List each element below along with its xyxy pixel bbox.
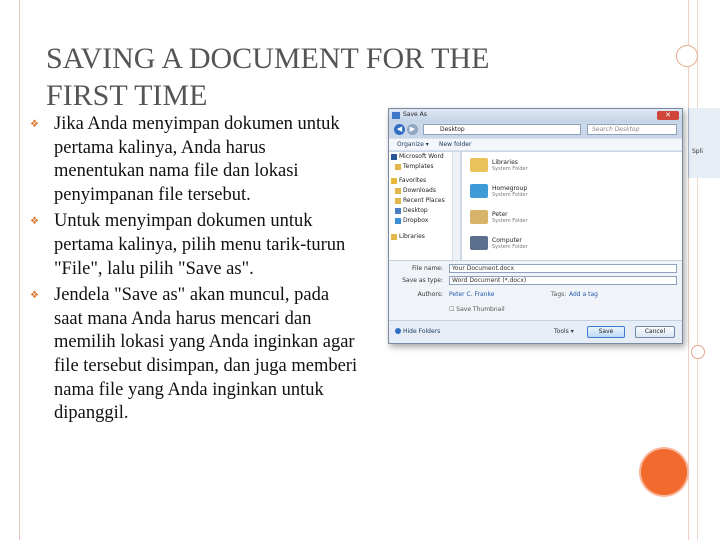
navigation-pane — [389, 152, 453, 260]
nav-item-favorites[interactable] — [389, 176, 452, 186]
hide-folders-label: Hide Folders — [403, 328, 441, 335]
decorative-circle-middle — [691, 345, 705, 359]
dialog-toolbar — [389, 138, 682, 151]
user-folder-icon — [470, 210, 488, 224]
slide-title: SAVING A DOCUMENT FOR THE FIRST TIME — [46, 42, 490, 112]
forward-arrow-icon[interactable]: ▶ — [407, 124, 418, 135]
star-icon — [391, 178, 397, 184]
address-bar[interactable]: Desktop — [423, 124, 581, 135]
bullet-text: Untuk menyimpan dokumen untuk pertama kalinya, pilih menu tarik-turun "File", lalu pilih "Save as". — [54, 211, 346, 279]
recent-places-icon — [395, 198, 401, 204]
dialog-footer — [389, 320, 683, 344]
search-input[interactable]: Search Desktop — [587, 124, 677, 135]
file-type: System Folder — [492, 244, 528, 250]
nav-item-recent-places[interactable] — [389, 196, 452, 206]
background-window-label: Spli — [692, 148, 703, 155]
bullet-item — [30, 113, 360, 207]
bullet-icon: ❖ — [30, 119, 39, 130]
libraries-icon — [391, 234, 397, 240]
hide-folders-button[interactable] — [395, 328, 440, 335]
bullet-text: Jika Anda menyimpan dokumen untuk pertama kalinya, Anda harus menentukan nama file dan lokasi penyimpanan file tersebut. — [54, 114, 340, 205]
nav-item-label: Favorites — [399, 177, 427, 184]
bullet-icon: ❖ — [30, 290, 39, 302]
back-arrow-icon[interactable]: ◀ — [394, 124, 405, 135]
new-folder-button[interactable]: New folder — [439, 141, 472, 148]
file-name: Peter — [492, 211, 508, 218]
authors-label: Authors: — [417, 291, 443, 298]
decorative-circle-top — [676, 45, 698, 67]
navigation-scrollbar[interactable] — [453, 152, 461, 260]
bullet-text: Jendela "Save as" akan muncul, pada saat mana Anda harus mencari dan memilih lokasi yang Anda inginkan agar file tersebut disimpan, dan juga memberi nama file yang Anda inginkan untuk dipanggil. — [54, 285, 358, 424]
left-rule — [19, 0, 20, 540]
navigation-bar — [389, 122, 682, 138]
chevron-up-icon — [395, 328, 401, 334]
dropbox-icon — [395, 218, 401, 224]
nav-item-label: Recent Places — [403, 197, 445, 204]
nav-item-microsoft-word[interactable] — [389, 152, 452, 162]
file-type: System Folder — [492, 218, 528, 224]
nav-item-desktop[interactable] — [389, 206, 452, 216]
dialog-titlebar — [389, 109, 682, 122]
save-type-label: Save as type: — [402, 277, 443, 284]
save-thumbnail-label: Save Thumbnail — [456, 306, 505, 313]
desktop-icon — [395, 208, 401, 214]
nav-item-label: Dropbox — [403, 217, 429, 224]
libraries-icon — [470, 158, 488, 172]
bullet-item — [30, 210, 360, 281]
word-icon — [391, 154, 397, 160]
file-name-input[interactable]: Your Document.docx — [449, 264, 677, 273]
computer-icon — [470, 236, 488, 250]
save-as-dialog — [388, 108, 683, 344]
authors-value[interactable]: Peter C. Franke — [449, 291, 495, 298]
nav-item-label: Downloads — [403, 187, 436, 194]
tools-button[interactable]: Tools ▾ — [554, 328, 574, 335]
nav-item-label: Microsoft Word — [399, 153, 444, 160]
tags-label: Tags: — [551, 291, 567, 298]
dialog-title: Save As — [403, 111, 427, 118]
file-name-label: File name: — [412, 265, 443, 272]
nav-item-label: Desktop — [403, 207, 428, 214]
save-type-select[interactable]: Word Document (*.docx) — [449, 276, 677, 285]
file-name: Computer — [492, 237, 522, 244]
homegroup-icon — [470, 184, 488, 198]
save-form — [389, 260, 683, 320]
bullet-list — [30, 113, 360, 429]
close-button[interactable]: ✕ — [657, 111, 679, 120]
nav-item-label: Templates — [403, 163, 434, 170]
file-name: Libraries — [492, 159, 518, 166]
cancel-button[interactable]: Cancel — [635, 326, 675, 338]
nav-item-templates[interactable] — [389, 162, 452, 172]
bullet-item — [30, 284, 360, 426]
nav-item-label: Libraries — [399, 233, 425, 240]
file-name: Homegroup — [492, 185, 528, 192]
file-type: System Folder — [492, 192, 528, 198]
file-list — [462, 152, 683, 260]
right-band-line — [697, 0, 698, 540]
nav-item-dropbox[interactable] — [389, 216, 452, 226]
organize-button[interactable]: Organize ▾ — [397, 141, 429, 148]
folder-icon — [395, 164, 401, 170]
background-window — [688, 108, 720, 178]
tags-value[interactable]: Add a tag — [569, 291, 598, 298]
downloads-icon — [395, 188, 401, 194]
nav-item-downloads[interactable] — [389, 186, 452, 196]
bullet-icon: ❖ — [30, 216, 39, 228]
right-band — [688, 0, 720, 540]
save-thumbnail-checkbox[interactable]: ☐ Save Thumbnail — [449, 306, 505, 313]
decorative-circle-orange — [641, 449, 687, 495]
nav-item-libraries[interactable] — [389, 232, 452, 242]
save-button[interactable]: Save — [587, 326, 625, 338]
file-type: System Folder — [492, 166, 528, 172]
word-app-icon — [392, 112, 400, 119]
